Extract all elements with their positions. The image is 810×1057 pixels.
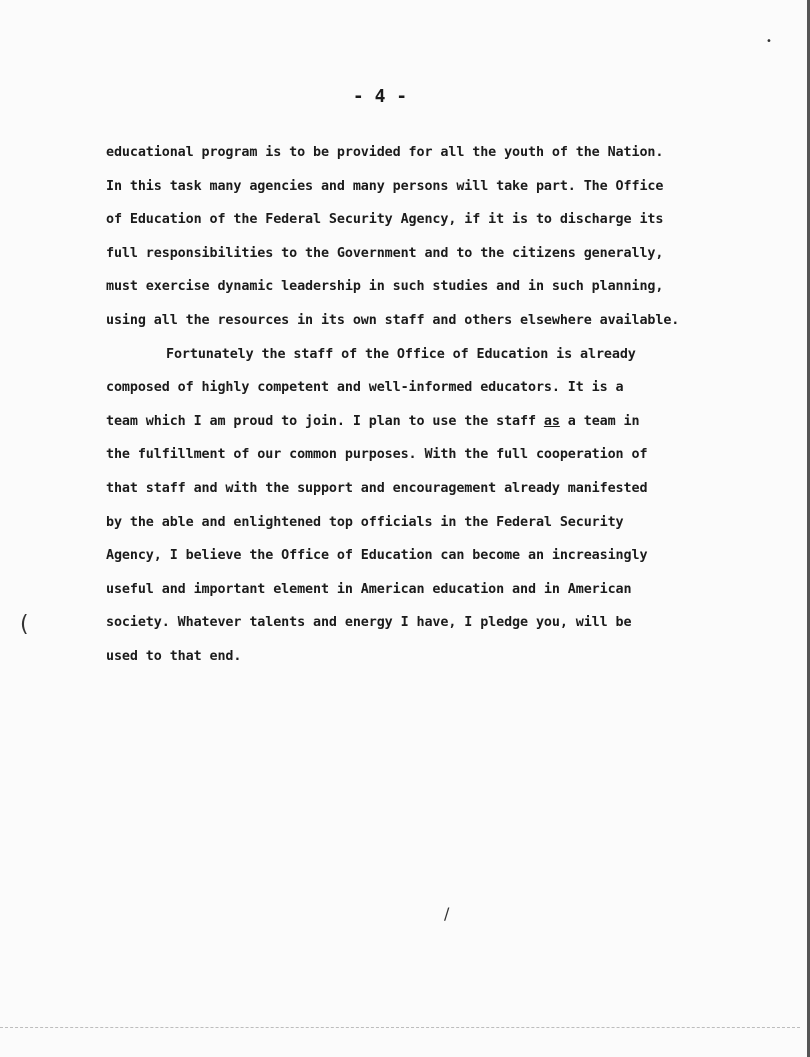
text-line: useful and important element in American education and in American xyxy=(106,581,632,597)
text-segment: team which I am proud to join. I plan to use the staff xyxy=(106,413,544,429)
stray-mark: / xyxy=(444,904,450,923)
text-line: used to that end. xyxy=(106,648,242,664)
text-line: society. Whatever talents and energy I have, I pledge you, will be xyxy=(106,615,632,631)
text-line: the fulfillment of our common purposes. With the full cooperation of xyxy=(106,447,648,463)
text-line xyxy=(106,405,766,439)
text-line: educational program is to be provided for all the youth of the Nation. xyxy=(106,145,664,160)
text-line: using all the resources in its own staff and others elsewhere available. xyxy=(106,312,680,328)
text-line: must exercise dynamic leadership in such studies and in such planning, xyxy=(106,279,664,295)
underlined-word: as xyxy=(543,413,560,429)
text-line: by the able and enlightened top officials in the Federal Security xyxy=(106,514,624,530)
text-line: Fortunately the staff of the Office of Education is already xyxy=(166,346,636,362)
text-line: composed of highly competent and well-informed educators. It is a xyxy=(106,380,624,396)
margin-bracket: ( xyxy=(20,612,29,637)
paragraph-1 xyxy=(106,136,766,338)
page-number: - 4 - xyxy=(352,86,408,107)
text-segment: a team in xyxy=(559,413,640,429)
bottom-fold-line xyxy=(0,1027,800,1028)
text-line: full responsibilities to the Government and to the citizens generally, xyxy=(106,245,664,261)
paragraph-2 xyxy=(106,338,766,674)
letter-body xyxy=(106,136,766,674)
text-line: Agency, I believe the Office of Education can become an increasingly xyxy=(106,548,648,564)
text-line: of Education of the Federal Security Agency, if it is to discharge its xyxy=(106,212,664,228)
text-line: that staff and with the support and encouragement already manifested xyxy=(106,480,648,496)
scan-speck: • xyxy=(766,36,772,47)
text-line: In this task many agencies and many persons will take part. The Office xyxy=(106,178,664,194)
